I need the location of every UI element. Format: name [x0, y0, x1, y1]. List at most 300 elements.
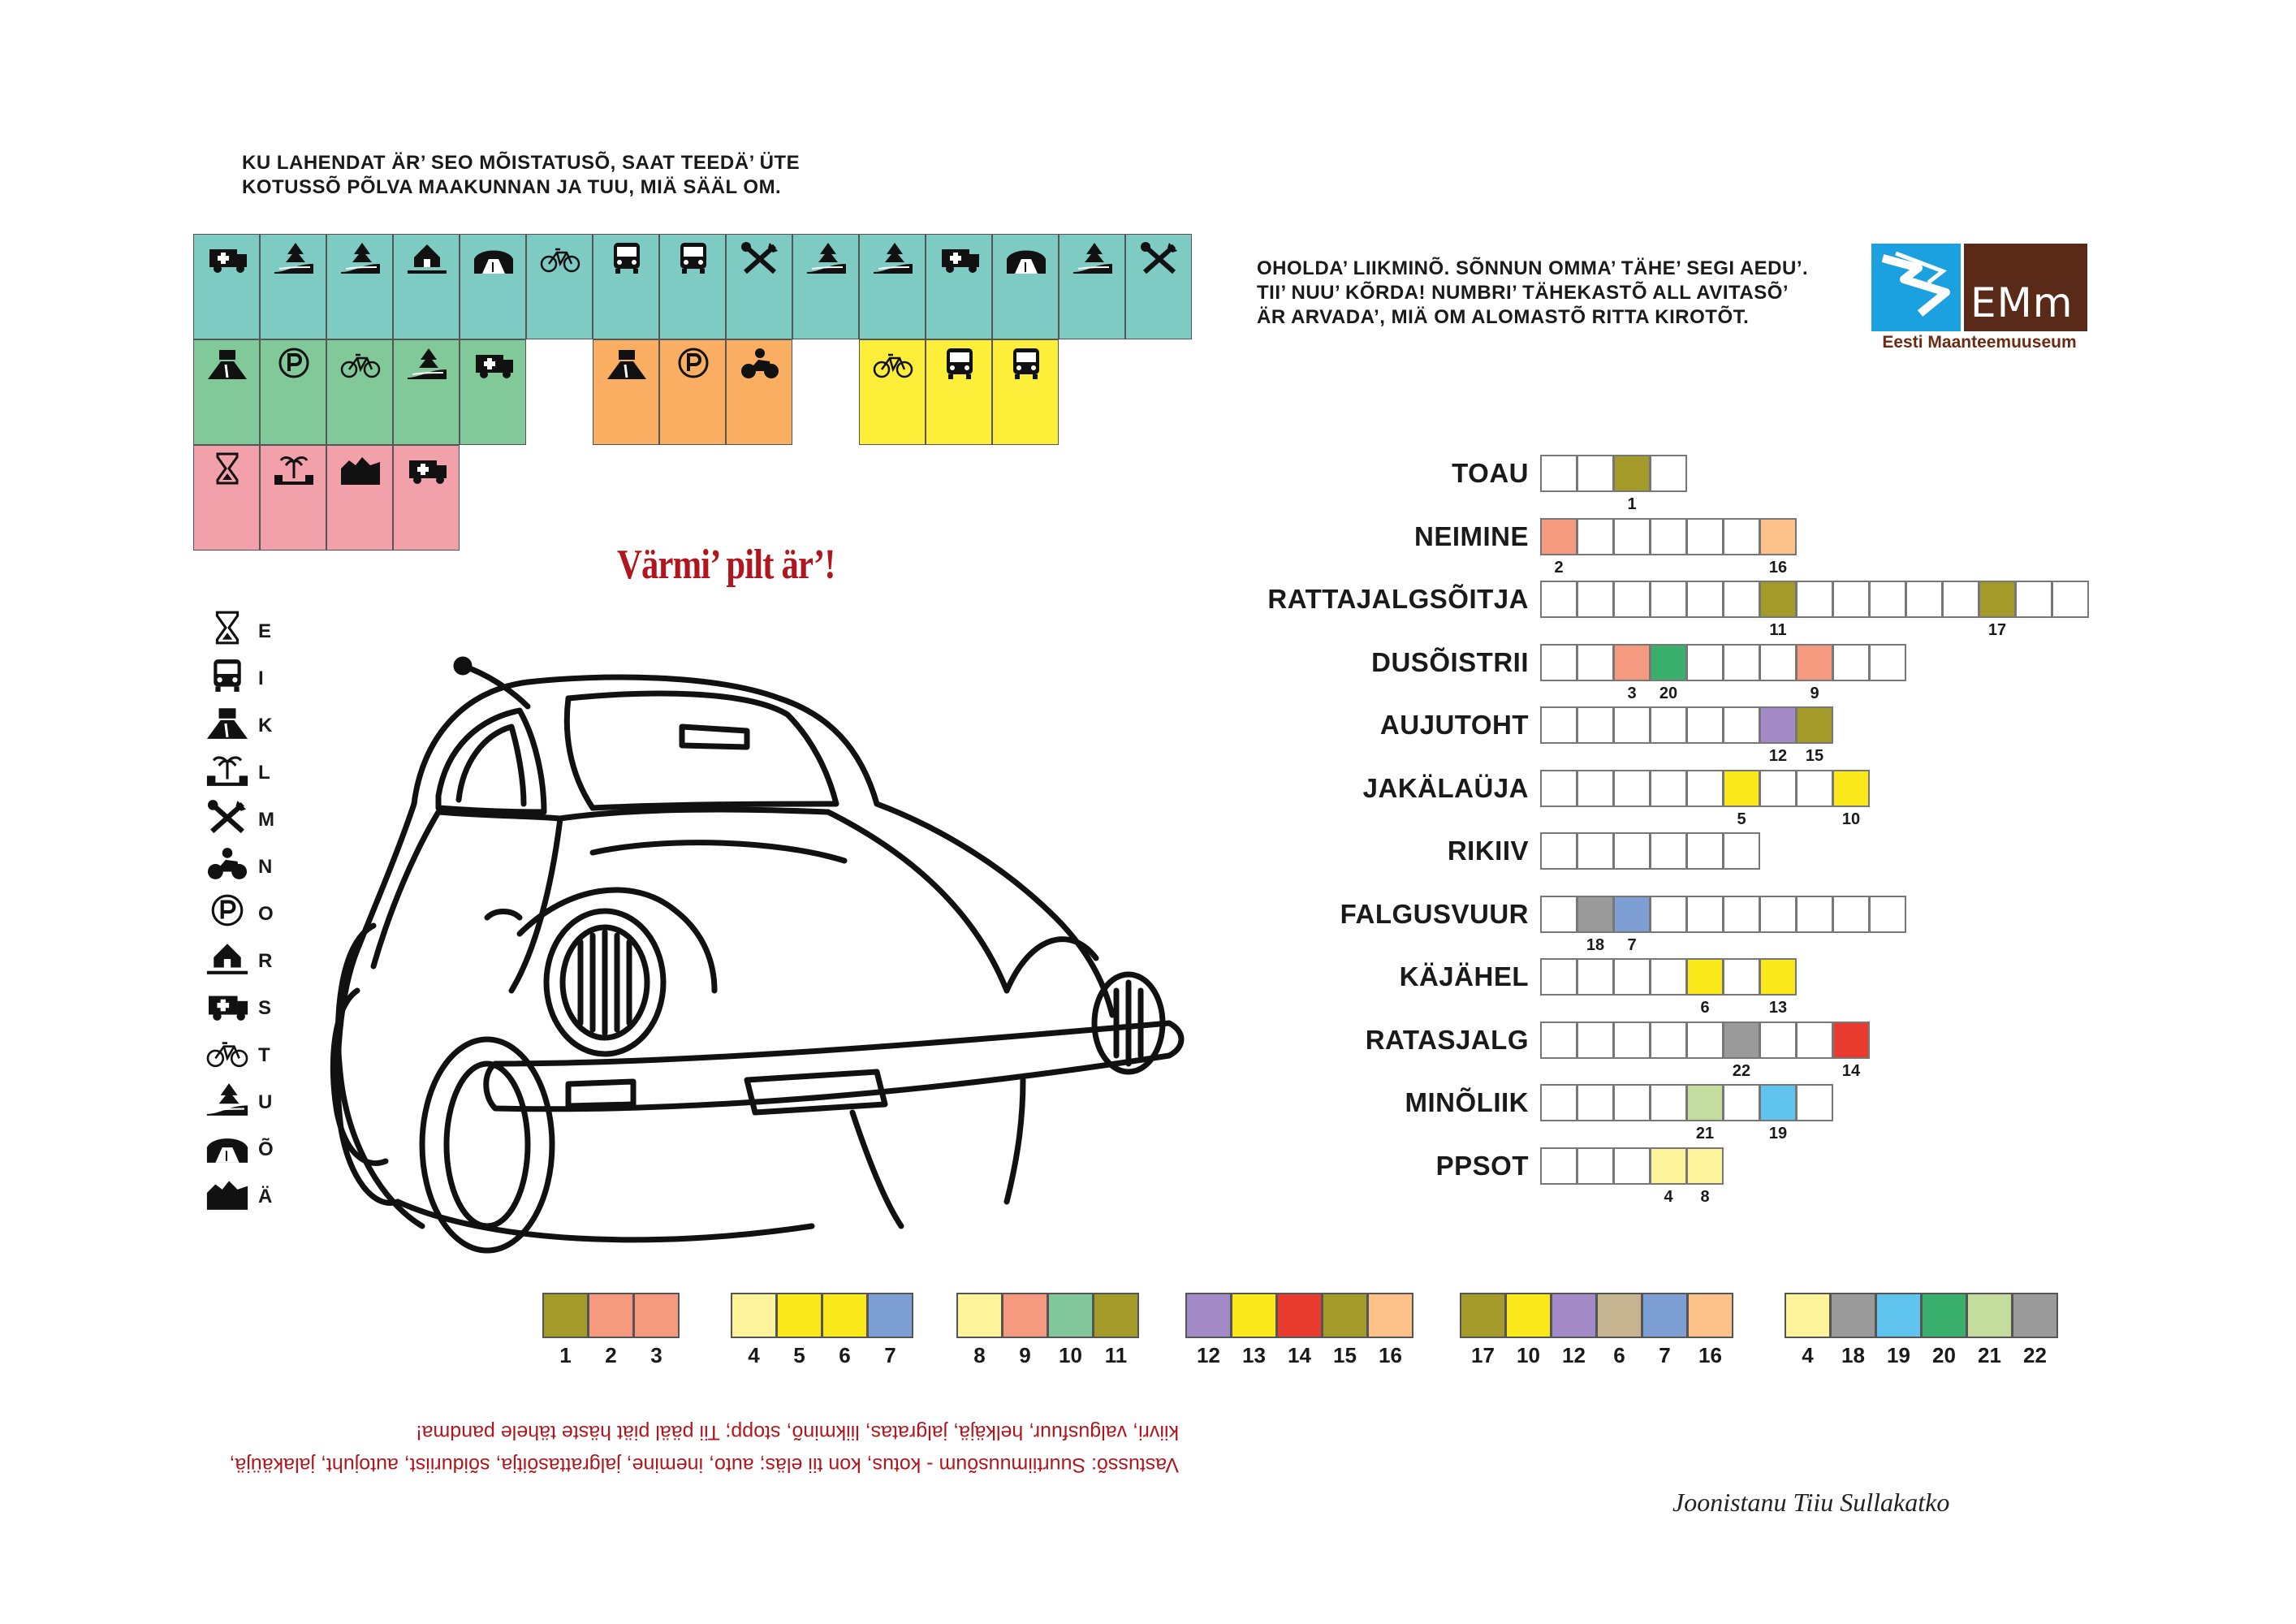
tunnel-road-icon	[203, 1127, 252, 1164]
letter-box[interactable]	[1650, 958, 1687, 996]
puzzle-word: JAKÄLAÜJA	[1362, 772, 1529, 803]
letter-box[interactable]	[1577, 581, 1614, 618]
puzzle-word: DUSÕISTRII	[1371, 646, 1529, 677]
letter-box[interactable]	[1723, 644, 1760, 681]
letter-box[interactable]	[1540, 896, 1577, 933]
legend-letter: S	[258, 997, 272, 1019]
cipher-cell	[926, 234, 992, 339]
letter-box[interactable]	[1832, 581, 1870, 618]
box-number: 9	[1810, 684, 1819, 702]
box-number: 2	[1554, 558, 1564, 577]
letter-box[interactable]	[1540, 455, 1577, 492]
legend-item	[201, 656, 299, 697]
letter-box[interactable]	[1613, 958, 1651, 996]
color-swatch	[542, 1293, 589, 1338]
box-number: 19	[1768, 1125, 1788, 1142]
letter-box[interactable]	[1686, 581, 1724, 618]
box-number: 4	[1664, 1187, 1673, 1206]
letter-box[interactable]	[1577, 644, 1614, 681]
legend-item	[201, 892, 299, 932]
letter-box[interactable]	[1796, 644, 1833, 681]
box-number: 15	[1805, 747, 1824, 765]
letter-box[interactable]	[1577, 770, 1614, 807]
letter-box[interactable]	[1613, 644, 1651, 681]
letter-box[interactable]	[1650, 1084, 1687, 1121]
signature: Joonistanu Tiiu Sullakatko	[1672, 1488, 1950, 1517]
mountain-icon	[203, 1174, 252, 1212]
letter-box[interactable]	[1540, 706, 1577, 744]
letter-box[interactable]	[1686, 832, 1724, 870]
puzzle-word: PPSOT	[1435, 1150, 1529, 1181]
tunnel-road-icon	[1003, 240, 1049, 275]
color-swatch	[822, 1293, 868, 1338]
letter-box[interactable]	[1723, 1084, 1760, 1121]
letter-box[interactable]	[1759, 644, 1797, 681]
color-swatch	[1047, 1293, 1094, 1338]
box-number: 11	[1769, 621, 1787, 639]
letter-box[interactable]	[1613, 1147, 1651, 1185]
box-number: 12	[1768, 747, 1788, 765]
cipher-cell	[593, 339, 659, 445]
legend-letter: O	[258, 903, 274, 925]
icon-legend	[201, 609, 299, 1226]
letter-box[interactable]	[1759, 958, 1797, 996]
box-number: 18	[1586, 935, 1605, 954]
letter-box[interactable]	[1686, 896, 1724, 933]
box-number: 13	[1768, 999, 1788, 1017]
road-tree-icon	[203, 1080, 252, 1117]
swatch-number: 20	[1932, 1343, 1956, 1367]
legend-item	[201, 1174, 299, 1215]
letter-box[interactable]	[2052, 581, 2089, 618]
letter-box[interactable]	[1759, 581, 1797, 618]
letter-box[interactable]	[1540, 832, 1577, 870]
bicycle-icon	[537, 240, 583, 275]
letter-box[interactable]	[1540, 1084, 1577, 1121]
bus-icon	[1003, 345, 1049, 381]
letter-box[interactable]	[1577, 1021, 1614, 1059]
hourglass-icon	[205, 451, 250, 486]
legend-item	[201, 750, 299, 791]
color-swatch	[1875, 1293, 1922, 1338]
word-puzzle	[1218, 455, 2135, 1234]
cipher-cell	[859, 339, 926, 445]
legend-letter: R	[258, 950, 273, 972]
bicycle-icon	[203, 1033, 252, 1070]
swatch-number: 6	[1613, 1343, 1625, 1367]
legend-letter: L	[258, 762, 270, 784]
puzzle-word: RATASJALG	[1365, 1024, 1529, 1055]
letter-box[interactable]	[1832, 770, 1870, 807]
swatch-number: 15	[1333, 1343, 1357, 1367]
bus-icon	[937, 345, 982, 381]
box-number: 21	[1695, 1125, 1715, 1142]
letter-box[interactable]	[1723, 958, 1760, 996]
letter-box[interactable]	[1759, 1084, 1797, 1121]
cipher-cell	[659, 234, 726, 339]
parking-icon	[271, 345, 317, 381]
swatch-number: 6	[839, 1343, 851, 1367]
hourglass-icon	[203, 609, 252, 646]
bus-icon	[203, 656, 252, 693]
tools-icon	[203, 797, 252, 835]
color-swatch	[1966, 1293, 2013, 1338]
letter-box[interactable]	[1796, 770, 1833, 807]
color-swatch	[1785, 1293, 1831, 1338]
letter-box[interactable]	[1869, 644, 1906, 681]
house-road-icon	[203, 939, 252, 976]
cipher-cell	[193, 445, 260, 551]
swatch-number: 18	[1841, 1343, 1865, 1367]
legend-letter: Ä	[258, 1186, 273, 1207]
legend-letter: E	[258, 620, 272, 642]
letter-box[interactable]	[1540, 581, 1577, 618]
fuel-road-icon	[205, 345, 250, 381]
cipher-cell	[193, 234, 260, 339]
letter-box[interactable]	[1869, 896, 1906, 933]
letter-box[interactable]	[1686, 1021, 1724, 1059]
box-number: 22	[1732, 1061, 1751, 1080]
legend-letter: Õ	[258, 1138, 274, 1160]
box-number: 17	[1987, 621, 2007, 639]
swatch-number: 4	[748, 1343, 760, 1367]
letter-box[interactable]	[1686, 770, 1724, 807]
swatch-number: 19	[1887, 1343, 1910, 1367]
color-swatch	[1921, 1293, 1967, 1338]
motorbike-icon	[737, 345, 783, 381]
legend-item	[201, 844, 299, 885]
legend-item	[201, 1080, 299, 1121]
swatch-number: 7	[1659, 1343, 1671, 1367]
letter-box[interactable]	[1650, 1147, 1687, 1185]
swatch-number: 12	[1197, 1343, 1220, 1367]
letter-box[interactable]	[1759, 706, 1797, 744]
puzzle-instructions: OHOLDA’ LIIKMINÕ. SÕNNUN OMMA’ TÄHE’ SEGI AEDU’. TII’ NUU’ KÕRDA! NUMBRI’ TÄHEKASTÕ ALL AVITASÕ’ ÄR ARVADA’, MIÄ OM ALOMASTÕ RITTA KIROTÕT.	[1257, 257, 1809, 328]
color-swatch	[731, 1293, 777, 1338]
swatch-number: 22	[2023, 1343, 2047, 1367]
cipher-cell	[326, 234, 393, 339]
cipher-cell	[460, 234, 526, 339]
letter-box[interactable]	[1540, 1147, 1577, 1185]
swatch-number: 8	[973, 1343, 986, 1367]
ambulance-icon	[937, 240, 982, 275]
letter-box[interactable]	[1942, 581, 1979, 618]
letter-box[interactable]	[1723, 832, 1760, 870]
swatch-number: 12	[1562, 1343, 1586, 1367]
tunnel-road-icon	[471, 240, 516, 275]
legend-letter: K	[258, 715, 273, 736]
letter-box[interactable]	[1759, 770, 1797, 807]
mountain-icon	[338, 451, 383, 486]
letter-box[interactable]	[1759, 896, 1797, 933]
puzzle-word: NEIMINE	[1413, 520, 1529, 551]
logo-mark: EMm	[1970, 279, 2074, 326]
color-swatch	[1460, 1293, 1506, 1338]
letter-box[interactable]	[1650, 706, 1687, 744]
letter-box[interactable]	[1577, 518, 1614, 555]
road-tree-icon	[271, 240, 317, 275]
logo-road-mark	[1871, 244, 1961, 331]
box-number: 20	[1659, 684, 1678, 702]
color-swatch	[2012, 1293, 2058, 1338]
swatch-number: 1	[559, 1343, 572, 1367]
letter-box[interactable]	[1796, 1084, 1833, 1121]
cipher-cell	[1125, 234, 1192, 339]
puzzle-word: RIKIIV	[1447, 836, 1529, 866]
box-number: 10	[1841, 810, 1861, 828]
box-number: 1	[1627, 495, 1637, 513]
cipher-cell	[260, 234, 326, 339]
letter-box[interactable]	[1577, 1147, 1614, 1185]
legend-item	[201, 797, 299, 838]
letter-box[interactable]	[1686, 1147, 1724, 1185]
letter-box[interactable]	[1759, 1021, 1797, 1059]
bicycle-icon	[338, 345, 383, 381]
letter-box[interactable]	[1723, 1021, 1760, 1059]
cipher-cell	[726, 234, 792, 339]
box-number: 16	[1768, 558, 1788, 577]
bus-icon	[604, 240, 650, 275]
cipher-cell	[859, 234, 926, 339]
museum-logo	[1871, 244, 2087, 352]
letter-box[interactable]	[1686, 518, 1724, 555]
letter-box[interactable]	[1613, 706, 1651, 744]
letter-box[interactable]	[1650, 581, 1687, 618]
letter-box[interactable]	[2015, 581, 2052, 618]
cipher-cell	[726, 339, 792, 445]
swatch-number: 5	[793, 1343, 805, 1367]
letter-box[interactable]	[1650, 770, 1687, 807]
letter-box[interactable]	[1577, 1084, 1614, 1121]
swatch-number: 9	[1019, 1343, 1031, 1367]
letter-box[interactable]	[1613, 896, 1651, 933]
road-tree-icon	[338, 240, 383, 275]
swatch-number: 13	[1242, 1343, 1266, 1367]
color-swatch	[1002, 1293, 1048, 1338]
box-number: 14	[1841, 1061, 1861, 1080]
letter-box[interactable]	[1723, 770, 1760, 807]
legend-item	[201, 609, 299, 650]
color-swatch	[1596, 1293, 1642, 1338]
letter-box[interactable]	[1796, 706, 1833, 744]
ambulance-icon	[205, 240, 250, 275]
color-swatch	[1093, 1293, 1139, 1338]
swatch-number: 7	[884, 1343, 896, 1367]
letter-box[interactable]	[1723, 896, 1760, 933]
letter-box[interactable]	[1577, 896, 1614, 933]
letter-box[interactable]	[1577, 455, 1614, 492]
letter-box[interactable]	[1540, 770, 1577, 807]
cipher-cell	[526, 234, 593, 339]
letter-box[interactable]	[1686, 706, 1724, 744]
legend-letter: T	[258, 1044, 270, 1066]
motorbike-icon	[203, 844, 252, 882]
color-swatch	[1185, 1293, 1232, 1338]
coloring-title: Värmi’ pilt är’!	[617, 542, 835, 588]
letter-box[interactable]	[1613, 518, 1651, 555]
cipher-cell	[260, 339, 326, 445]
road-tree-icon	[804, 240, 849, 275]
letter-box[interactable]	[1832, 644, 1870, 681]
cipher-cell	[1059, 234, 1125, 339]
swatch-number: 14	[1288, 1343, 1311, 1367]
color-swatch	[1231, 1293, 1277, 1338]
cipher-cell	[992, 234, 1059, 339]
bicycle-icon	[870, 345, 916, 381]
ambulance-icon	[471, 345, 516, 381]
swatch-number: 17	[1471, 1343, 1495, 1367]
color-swatch	[1687, 1293, 1733, 1338]
legend-item	[201, 1033, 299, 1073]
house-road-icon	[404, 240, 450, 275]
letter-box[interactable]	[1796, 896, 1833, 933]
letter-box[interactable]	[1577, 706, 1614, 744]
box-number: 7	[1627, 935, 1637, 954]
letter-box[interactable]	[1796, 581, 1833, 618]
color-swatch	[1551, 1293, 1597, 1338]
box-number: 3	[1627, 684, 1637, 702]
car-drawing	[325, 641, 1250, 1259]
puzzle-word: FALGUSVUUR	[1340, 898, 1529, 929]
letter-box[interactable]	[1759, 518, 1797, 555]
swatch-number: 16	[1698, 1343, 1722, 1367]
road-tree-icon	[1070, 240, 1116, 275]
letter-box[interactable]	[1650, 896, 1687, 933]
letter-box[interactable]	[1686, 644, 1724, 681]
color-swatch	[633, 1293, 680, 1338]
color-swatch	[1642, 1293, 1688, 1338]
letter-box[interactable]	[1613, 1084, 1651, 1121]
legend-item	[201, 703, 299, 744]
letter-box[interactable]	[1832, 1021, 1870, 1059]
color-swatch	[1322, 1293, 1368, 1338]
letter-box[interactable]	[1686, 958, 1724, 996]
letter-box[interactable]	[1613, 1021, 1651, 1059]
cipher-cell	[326, 339, 393, 445]
swatch-number: 21	[1978, 1343, 2001, 1367]
cipher-grid	[193, 234, 1208, 559]
swatch-number: 11	[1104, 1343, 1128, 1367]
letter-box[interactable]	[1869, 581, 1906, 618]
letter-box[interactable]	[1613, 832, 1651, 870]
color-swatch	[867, 1293, 913, 1338]
letter-box[interactable]	[1979, 581, 2016, 618]
palm-icon	[271, 451, 317, 486]
letter-box[interactable]	[1723, 706, 1760, 744]
letter-box[interactable]	[1613, 455, 1651, 492]
legend-letter: U	[258, 1091, 273, 1113]
bus-icon	[671, 240, 716, 275]
cipher-cell	[593, 234, 659, 339]
letter-box[interactable]	[1577, 832, 1614, 870]
letter-box[interactable]	[1577, 958, 1614, 996]
cipher-cell	[260, 445, 326, 551]
color-swatch	[1276, 1293, 1323, 1338]
answer-text: Vastussõ: Suurtiimuusõum - kotus, kon tii eläs; auto, inemine, jalgrattasõitja, sõiduriist, autojuht, jalakäüjä, kiivri, valgusfuur, helkäjä, jalgratas, liikminõ, stopp; Tii pääl piät häste tähele pandma!	[229, 1421, 1179, 1476]
letter-box[interactable]	[1613, 770, 1651, 807]
color-swatch	[1367, 1293, 1413, 1338]
box-number: 8	[1700, 1187, 1710, 1206]
cipher-cell	[926, 339, 992, 445]
puzzle-word: RATTAJALGSÕITJA	[1267, 584, 1529, 614]
logo-name: Eesti Maanteemuuseum	[1882, 333, 2077, 352]
intro-text: KU LAHENDAT ÄR’ SEO MÕISTATUSÕ, SAAT TEEDÄ’ ÜTE KOTUSSÕ PÕLVA MAAKUNNAN JA TUU, MIÄ SÄÄL OM.	[242, 152, 801, 198]
legend-letter: N	[258, 856, 273, 878]
ambulance-icon	[404, 451, 450, 486]
color-swatch	[1505, 1293, 1552, 1338]
cipher-cell	[393, 234, 460, 339]
letter-box[interactable]	[1686, 1084, 1724, 1121]
letter-box[interactable]	[1650, 518, 1687, 555]
cipher-cell	[393, 445, 460, 551]
swatch-number: 16	[1379, 1343, 1402, 1367]
fuel-road-icon	[203, 703, 252, 741]
swatch-number: 4	[1802, 1343, 1814, 1367]
legend-item	[201, 986, 299, 1026]
puzzle-word: MINÕLIIK	[1405, 1087, 1529, 1117]
swatch-number: 10	[1517, 1343, 1540, 1367]
cipher-cell	[326, 445, 393, 551]
tools-icon	[1137, 240, 1182, 275]
letter-box[interactable]	[1905, 581, 1943, 618]
letter-box[interactable]	[1650, 455, 1687, 492]
cipher-cell	[792, 234, 859, 339]
letter-box[interactable]	[1540, 1021, 1577, 1059]
tools-icon	[737, 240, 783, 275]
puzzle-word: KÄJÄHEL	[1399, 961, 1529, 991]
letter-box[interactable]	[1832, 896, 1870, 933]
legend-letter: M	[258, 809, 274, 831]
cipher-cell	[992, 339, 1059, 445]
parking-icon	[203, 892, 252, 929]
letter-box[interactable]	[1723, 518, 1760, 555]
letter-box[interactable]	[1540, 644, 1577, 681]
cipher-cell	[659, 339, 726, 445]
letter-box[interactable]	[1650, 1021, 1687, 1059]
letter-box[interactable]	[1723, 581, 1760, 618]
palm-icon	[203, 750, 252, 788]
road-tree-icon	[404, 345, 450, 381]
swatch-number: 2	[605, 1343, 617, 1367]
cipher-cell	[393, 339, 460, 445]
ambulance-icon	[203, 986, 252, 1023]
box-number: 5	[1737, 810, 1746, 828]
letter-box[interactable]	[1650, 832, 1687, 870]
swatch-number: 3	[650, 1343, 662, 1367]
color-swatch	[776, 1293, 822, 1338]
puzzle-word: TOAU	[1452, 458, 1529, 488]
color-swatch	[1830, 1293, 1876, 1338]
parking-icon	[671, 345, 716, 381]
letter-box[interactable]	[1796, 1021, 1833, 1059]
swatch-number: 10	[1059, 1343, 1082, 1367]
cipher-cell	[460, 339, 526, 445]
legend-item	[201, 939, 299, 979]
cipher-cell	[193, 339, 260, 445]
fuel-road-icon	[604, 345, 650, 381]
letter-box[interactable]	[1613, 581, 1651, 618]
road-tree-icon	[870, 240, 916, 275]
legend-letter: I	[258, 667, 264, 689]
letter-box[interactable]	[1540, 518, 1577, 555]
letter-box[interactable]	[1540, 958, 1577, 996]
legend-item	[201, 1127, 299, 1168]
box-number: 6	[1700, 999, 1710, 1017]
letter-box[interactable]	[1650, 644, 1687, 681]
color-swatch	[588, 1293, 634, 1338]
color-key	[542, 1293, 2069, 1382]
color-swatch	[956, 1293, 1003, 1338]
